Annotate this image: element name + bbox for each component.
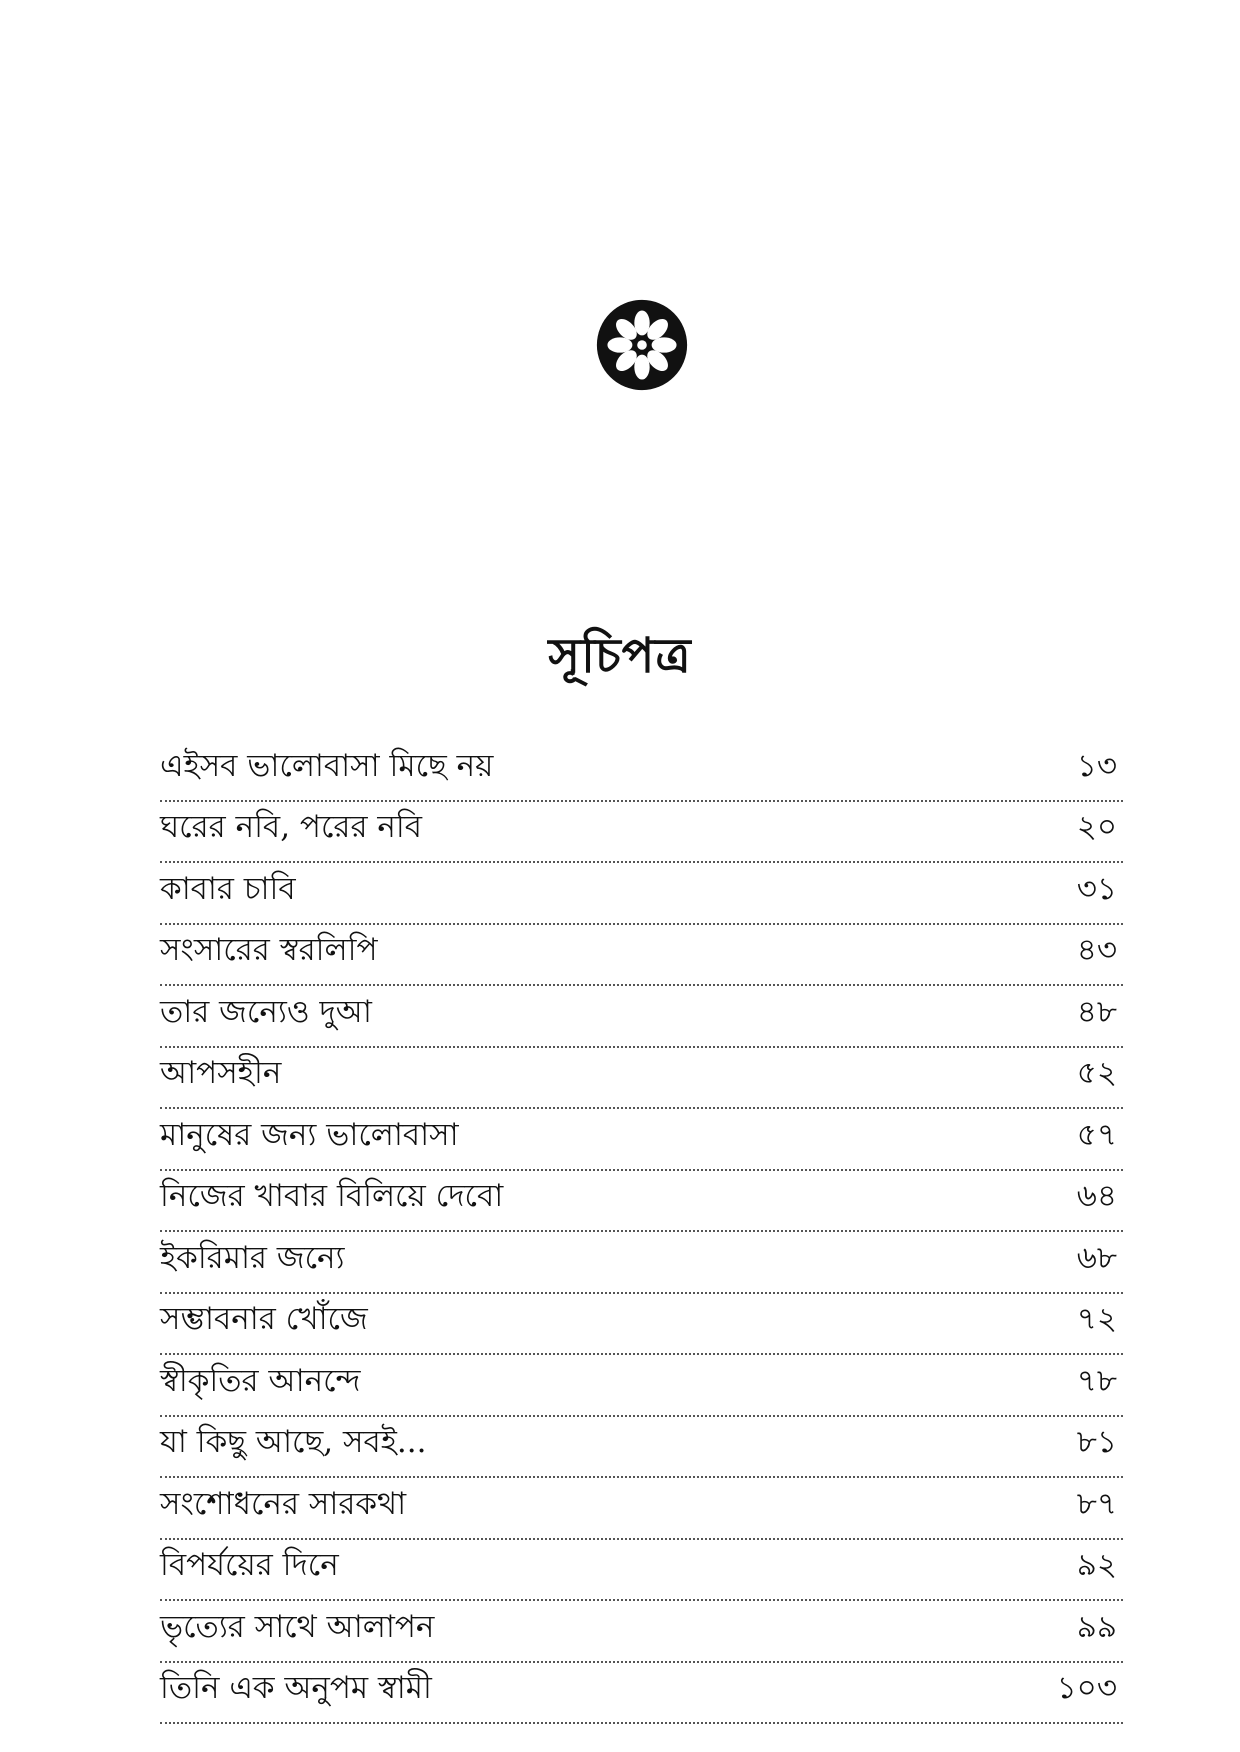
- toc-entry: [160, 740, 1123, 802]
- toc-entry-title: মানুষের জন্য ভালোবাসা: [160, 1116, 459, 1153]
- toc-entry: [160, 1232, 1123, 1294]
- toc-entry: [160, 1355, 1123, 1417]
- toc-entry-title: তার জন্যেও দুআ: [160, 993, 372, 1030]
- toc-entry-title: বিপর্যয়ের দিনে: [160, 1547, 339, 1583]
- toc-entry-title: নিজের খাবার বিলিয়ে দেবো: [160, 1178, 504, 1214]
- toc-entry-page: ৬৪: [1076, 1178, 1117, 1214]
- toc-entry-page: ৭৮: [1076, 1362, 1117, 1399]
- toc-entry-page: ১৩: [1076, 747, 1117, 784]
- toc-entry: [160, 1540, 1123, 1602]
- toc-entry: [160, 1478, 1123, 1540]
- toc-entry: [160, 1048, 1123, 1110]
- toc-entry-title: এইসব ভালোবাসা মিছে নয়: [160, 747, 494, 784]
- toc-entry-page: ৭২: [1076, 1301, 1117, 1337]
- toc-entry-page: ৮১: [1076, 1424, 1117, 1460]
- toc-entry-title: সংশোধনের সারকথা: [160, 1485, 407, 1522]
- toc-entry-page: ৮৭: [1076, 1485, 1117, 1522]
- toc-entry-page: ৩১: [1076, 870, 1117, 907]
- toc-entry: [160, 863, 1123, 925]
- toc-entry-page: ৯৯: [1076, 1608, 1117, 1645]
- toc-entry-title: স্বীকৃতির আনন্দে: [160, 1362, 361, 1399]
- toc-entry: [160, 1601, 1123, 1663]
- toc-entry: [160, 986, 1123, 1048]
- toc-entry-page: ৬৮: [1076, 1239, 1117, 1276]
- toc-entry-title: সম্ভাবনার খোঁজে: [160, 1301, 368, 1337]
- toc-entry-page: ৯২: [1076, 1547, 1117, 1583]
- toc-entry-page: ৪৮: [1076, 993, 1117, 1030]
- toc-entry-page: ১০৩: [1056, 1670, 1117, 1706]
- toc-entry: [160, 1294, 1123, 1356]
- toc-entry-page: ৫৭: [1076, 1116, 1117, 1153]
- toc-entry-title: যা কিছু আছে, সবই...: [160, 1424, 427, 1460]
- toc-entry-page: ৪৩: [1076, 932, 1117, 968]
- toc-entry: [160, 1417, 1123, 1479]
- table-of-contents: [160, 740, 1123, 1724]
- toc-entry-title: ভৃত্যের সাথে আলাপন: [160, 1608, 435, 1645]
- toc-entry-title: সংসারের স্বরলিপি: [160, 932, 378, 968]
- toc-entry: [160, 802, 1123, 864]
- toc-entry: [160, 925, 1123, 987]
- toc-entry-title: তিনি এক অনুপম স্বামী: [160, 1670, 432, 1706]
- flower-wheel-icon: [594, 297, 690, 393]
- toc-entry-title: আপসহীন: [160, 1055, 282, 1091]
- toc-entry-page: ২০: [1076, 809, 1117, 845]
- toc-entry: [160, 1109, 1123, 1171]
- toc-entry-page: ৫২: [1076, 1055, 1117, 1091]
- toc-entry: [160, 1663, 1123, 1725]
- toc-entry-title: কাবার চাবি: [160, 870, 296, 907]
- toc-entry-title: ইকরিমার জন্যে: [160, 1239, 345, 1276]
- page-title: সূচিপত্র: [548, 628, 692, 684]
- toc-entry: [160, 1171, 1123, 1233]
- toc-entry-title: ঘরের নবি, পরের নবি: [160, 809, 422, 845]
